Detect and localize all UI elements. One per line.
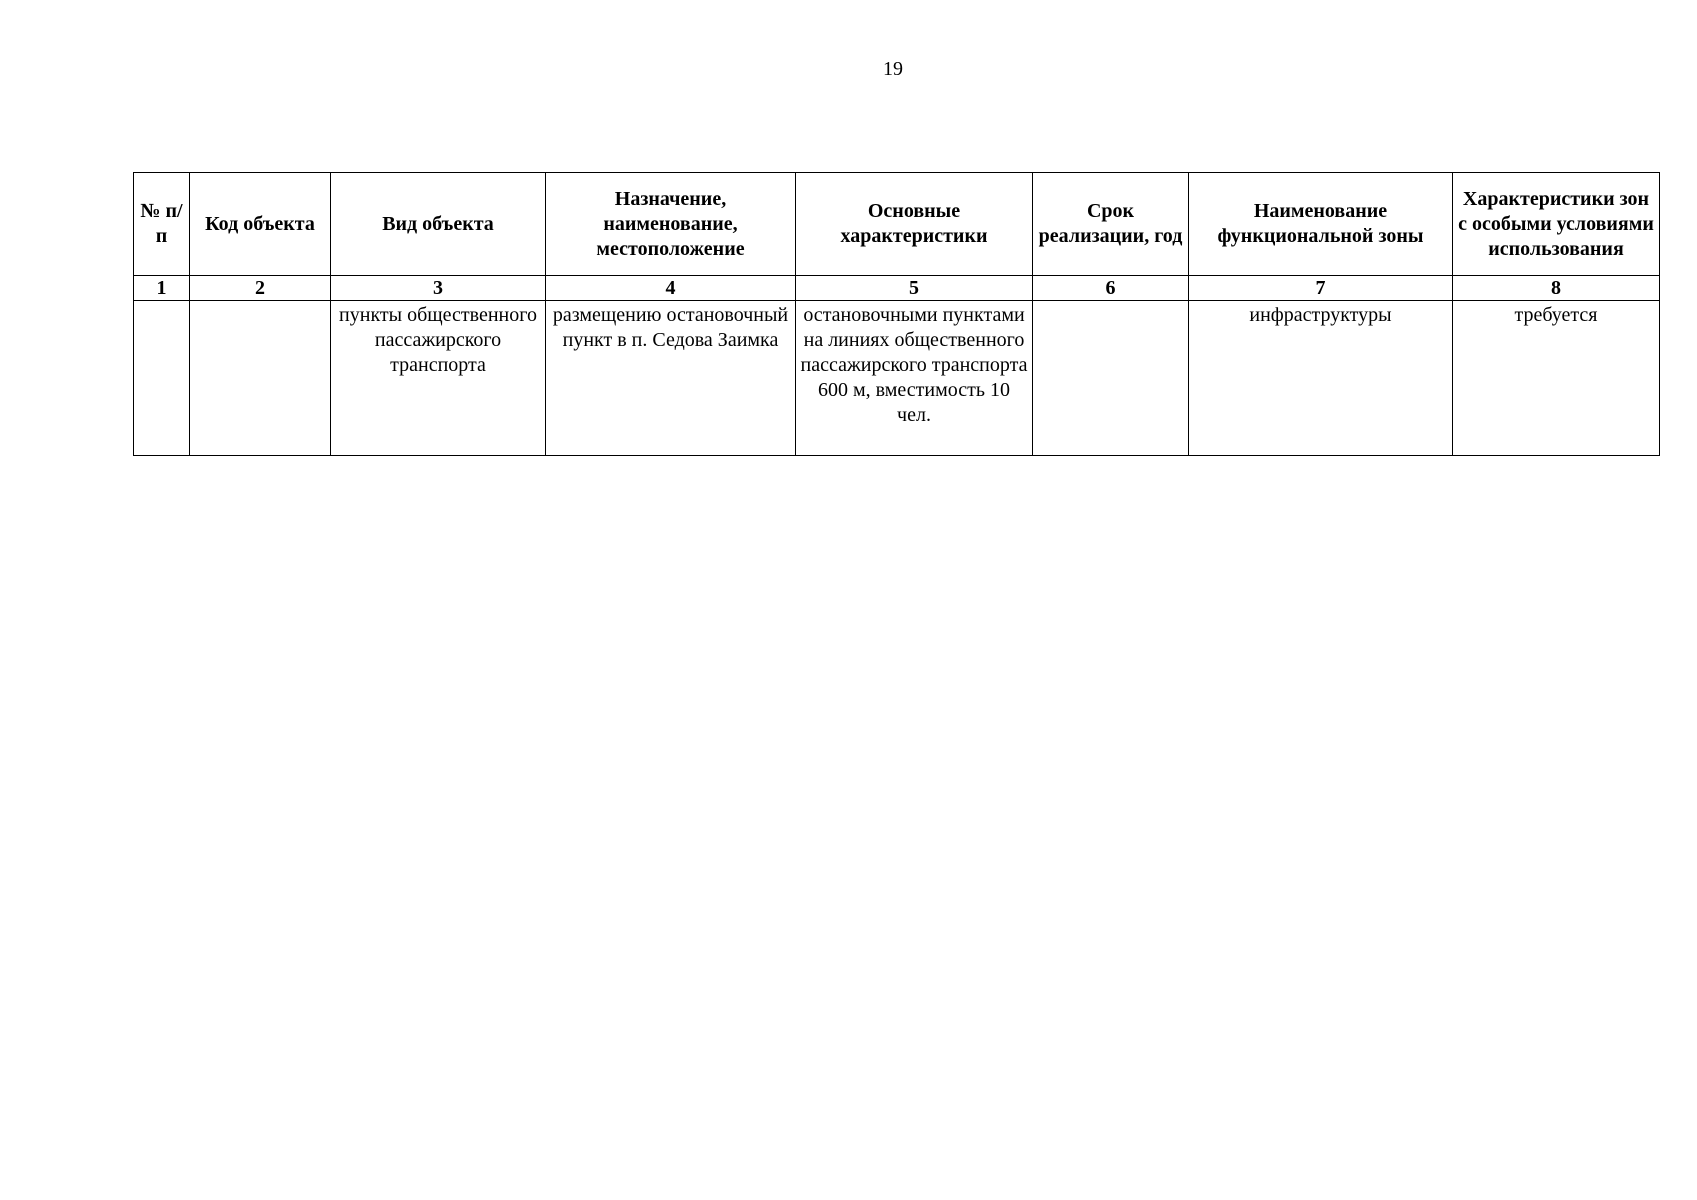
cell-purpose: размещению остановочный пункт в п. Седова Заимка (546, 301, 796, 456)
header-cell-num: № п/п (134, 173, 190, 276)
header-cell-term: Срок реализации, год (1033, 173, 1189, 276)
cell-special-zones: требуется (1453, 301, 1660, 456)
header-cell-characteristics: Основные характеристики (796, 173, 1033, 276)
header-cell-kind: Вид объекта (331, 173, 546, 276)
column-number-cell: 4 (546, 276, 796, 301)
table-row (134, 301, 1660, 456)
cell-characteristics: остановочными пунктами на линиях общественного пассажирского транспорта 600 м, вместимость 10 чел. (796, 301, 1033, 456)
header-cell-code: Код объекта (190, 173, 331, 276)
page-number: 19 (883, 58, 903, 80)
objects-table (133, 172, 1660, 456)
cell-num (134, 301, 190, 456)
column-number-cell: 5 (796, 276, 1033, 301)
cell-term (1033, 301, 1189, 456)
cell-zone: инфраструктуры (1189, 301, 1453, 456)
header-cell-purpose: Назначение, наименование, местоположение (546, 173, 796, 276)
column-number-cell: 7 (1189, 276, 1453, 301)
column-number-cell: 3 (331, 276, 546, 301)
cell-kind: пункты общественного пассажирского транспорта (331, 301, 546, 456)
header-row (134, 173, 1660, 276)
column-number-cell: 1 (134, 276, 190, 301)
column-number-row (134, 276, 1660, 301)
column-number-cell: 6 (1033, 276, 1189, 301)
cell-code (190, 301, 331, 456)
column-number-cell: 8 (1453, 276, 1660, 301)
column-number-cell: 2 (190, 276, 331, 301)
header-cell-zone: Наименование функциональной зоны (1189, 173, 1453, 276)
header-cell-special-zones: Характеристики зон с особыми условиями использования (1453, 173, 1660, 276)
